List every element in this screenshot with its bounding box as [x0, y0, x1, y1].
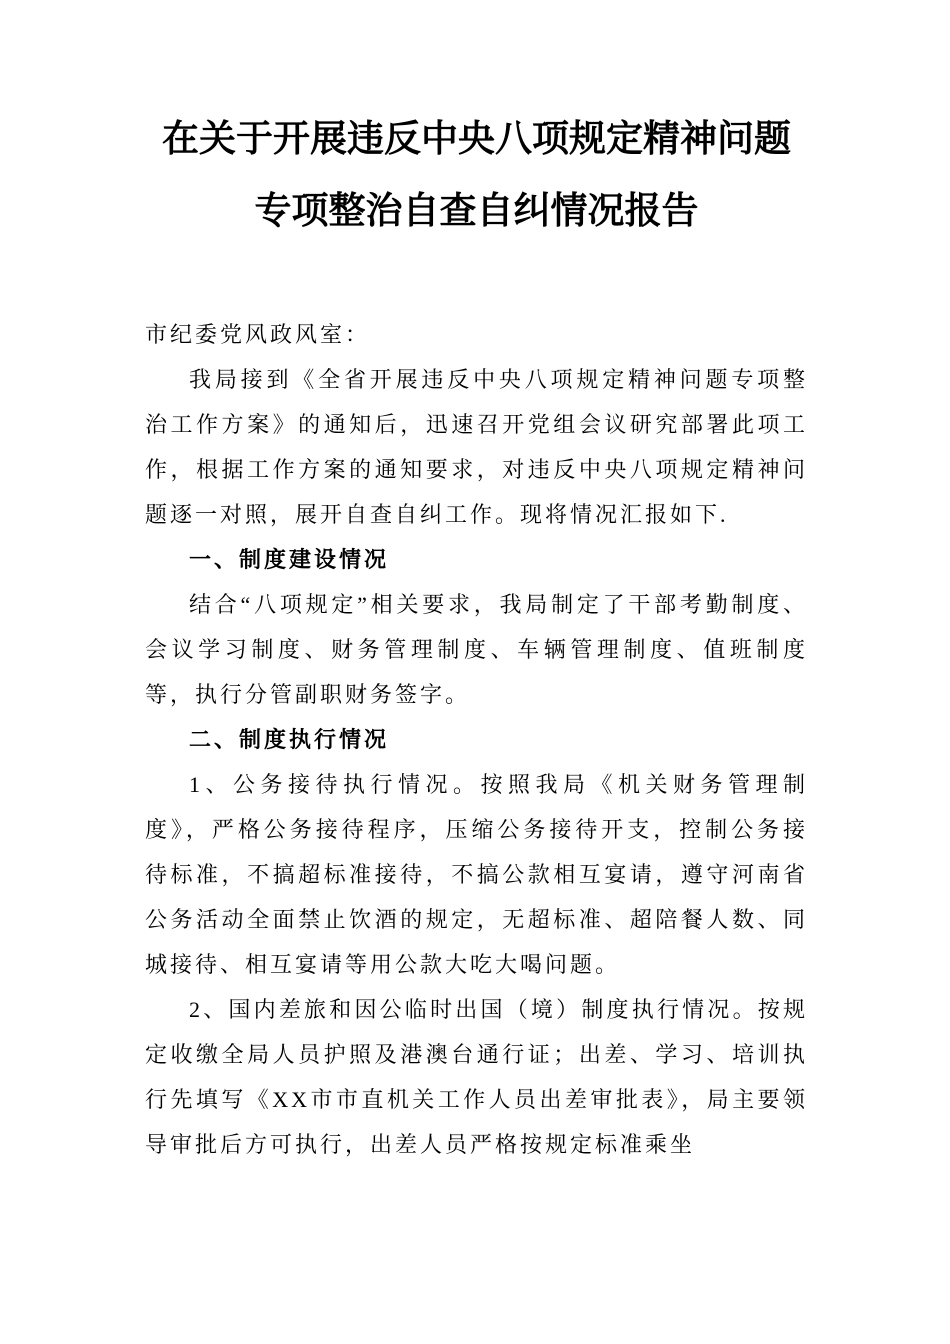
document-body: [145, 312, 808, 1167]
salutation-line: 市纪委党风政风室：: [145, 322, 371, 347]
paragraph-intro: 我局接到《全省开展违反中央八项规定精神问题专项整治工作方案》的通知后，迅速召开党组会议研究部署此项工作，根据工作方案的通知要求，对违反中央八项规定精神问题逐一对照，展开自查自纠工作。现将情况汇报如下.: [145, 367, 808, 527]
paragraph-system-building: 结合“八项规定”相关要求，我局制定了干部考勤制度、会议学习制度、财务管理制度、车辆管理制度、值班制度等，执行分管副职财务签字。: [145, 592, 808, 707]
section-heading-system-implementation: 二、制度执行情况: [189, 727, 390, 752]
section-heading-system-building: 一、制度建设情况: [189, 547, 390, 572]
paragraph-official-reception: 1、公务接待执行情况。按照我局《机关财务管理制度》，严格公务接待程序，压缩公务接待开支，控制公务接待标准，不搞超标准接待，不搞公款相互宴请，遵守河南省公务活动全面禁止饮酒的规定，无超标准、超陪餐人数、同城接待、相互宴请等用公款大吃大喝问题。: [145, 772, 808, 977]
paragraph-travel-abroad: 2、国内差旅和因公临时出国（境）制度执行情况。按规定收缴全局人员护照及港澳台通行证；出差、学习、培训执行先填写《XX市市直机关工作人员出差审批表》，局主要领导审批后方可执行，出差人员严格按规定标准乘坐: [145, 997, 808, 1157]
document-title: 在关于开展违反中央八项规定精神问题专项整治自查自纠情况报告: [162, 119, 791, 232]
